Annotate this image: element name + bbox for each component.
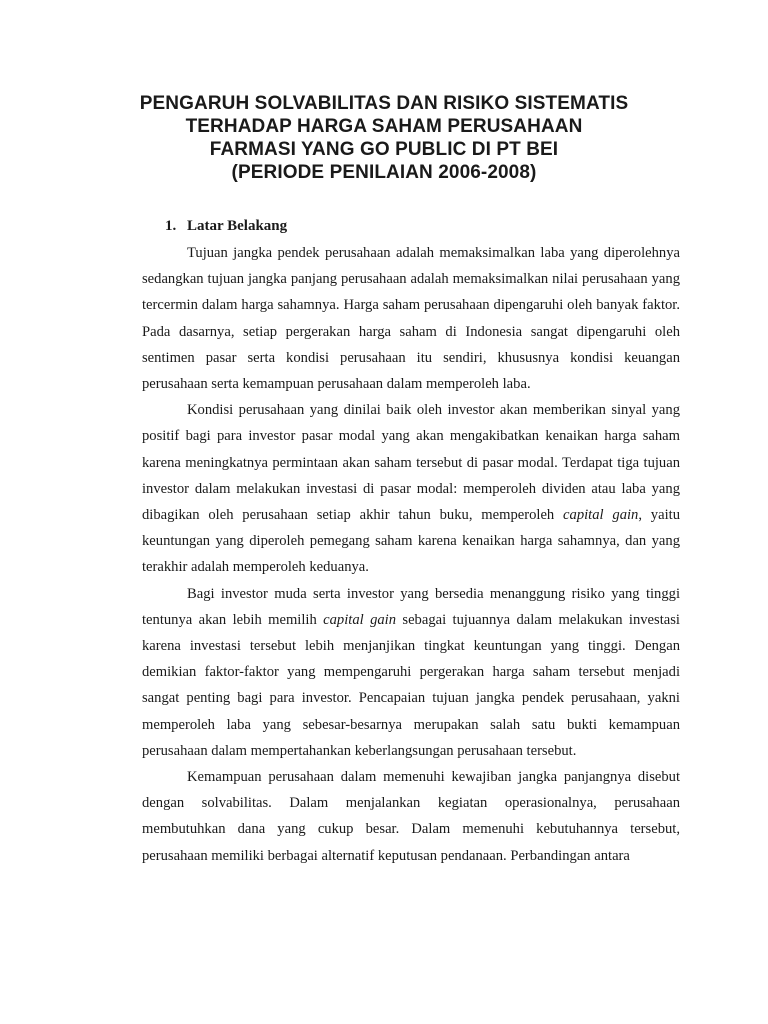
title-line-2: TERHADAP HARGA SAHAM PERUSAHAAN (185, 116, 583, 137)
section-number: 1. (165, 218, 177, 234)
paragraph-3 (142, 581, 680, 764)
paragraph-1 (142, 240, 680, 397)
section-heading-text: Latar Belakang (187, 218, 288, 234)
title-line-4: (PERIODE PENILAIAN 2006-2008) (231, 162, 537, 183)
section-heading (165, 216, 287, 236)
paragraph-3-text-before: Bagi investor muda serta investor yang bersedia menanggung risiko yang tinggi tentunya akan lebih memilih (142, 585, 680, 628)
paragraph-4 (142, 764, 680, 869)
paragraph-2-text-after: , yaitu keuntungan yang diperoleh pemegang saham karena kenaikan harga sahamnya, dan yang terakhir adalah memperoleh keduanya. (142, 507, 680, 576)
body-text (142, 240, 680, 869)
document-title (0, 92, 768, 184)
title-line-1: PENGARUH SOLVABILITAS DAN RISIKO SISTEMATIS (139, 93, 629, 114)
title-line-3: FARMASI YANG GO PUBLIC DI PT BEI (209, 139, 559, 160)
paragraph-2 (142, 397, 680, 580)
paragraph-1-text: Tujuan jangka pendek perusahaan adalah memaksimalkan laba yang diperolehnya sedangkan tujuan jangka panjang perusahaan adalah memaksimalkan nilai perusahaan yang tercermin dalam harga sahamnya. Harga saham perusahaan dipengaruhi oleh banyak faktor. Pada dasarnya, setiap pergerakan harga saham di Indonesia sangat dipengaruhi oleh sentimen pasar serta kondisi perusahaan itu sendiri, khususnya kondisi keuangan perusahaan serta kemampuan perusahaan dalam memperoleh laba. (142, 245, 680, 393)
paragraph-2-italic-term: capital gain (563, 507, 639, 524)
paragraph-4-text: Kemampuan perusahaan dalam memenuhi kewajiban jangka panjangnya disebut dengan solvabilitas. Dalam menjalankan kegiatan operasionalnya, perusahaan membutuhkan dana yang cukup besar. Dalam memenuhi kebutuhannya tersebut, perusahaan memiliki berbagai alternatif keputusan pendanaan. Perbandingan antara (142, 769, 680, 864)
paragraph-3-text-after: sebagai tujuannya dalam melakukan investasi karena investasi tersebut lebih menjanjikan tingkat keuntungan yang tinggi. Dengan demikian faktor-faktor yang mempengaruhi pergerakan harga saham tersebut menjadi sangat penting bagi para investor. Pencapaian tujuan jangka pendek perusahaan, yakni memperoleh laba yang sebesar-besarnya merupakan salah satu bukti kemampuan perusahaan dalam mempertahankan keberlangsungan perusahaan tersebut. (142, 611, 680, 759)
paragraph-3-italic-term: capital gain (323, 611, 397, 628)
paragraph-2-text-before: Kondisi perusahaan yang dinilai baik oleh investor akan memberikan sinyal yang positif bagi para investor pasar modal yang akan mengakibatkan kenaikan harga saham karena meningkatnya permintaan akan saham tersebut di pasar modal. Terdapat tiga tujuan investor dalam melakukan investasi di pasar modal: memperoleh dividen atau laba yang dibagikan oleh perusahaan setiap akhir tahun buku, memperoleh (142, 402, 680, 524)
